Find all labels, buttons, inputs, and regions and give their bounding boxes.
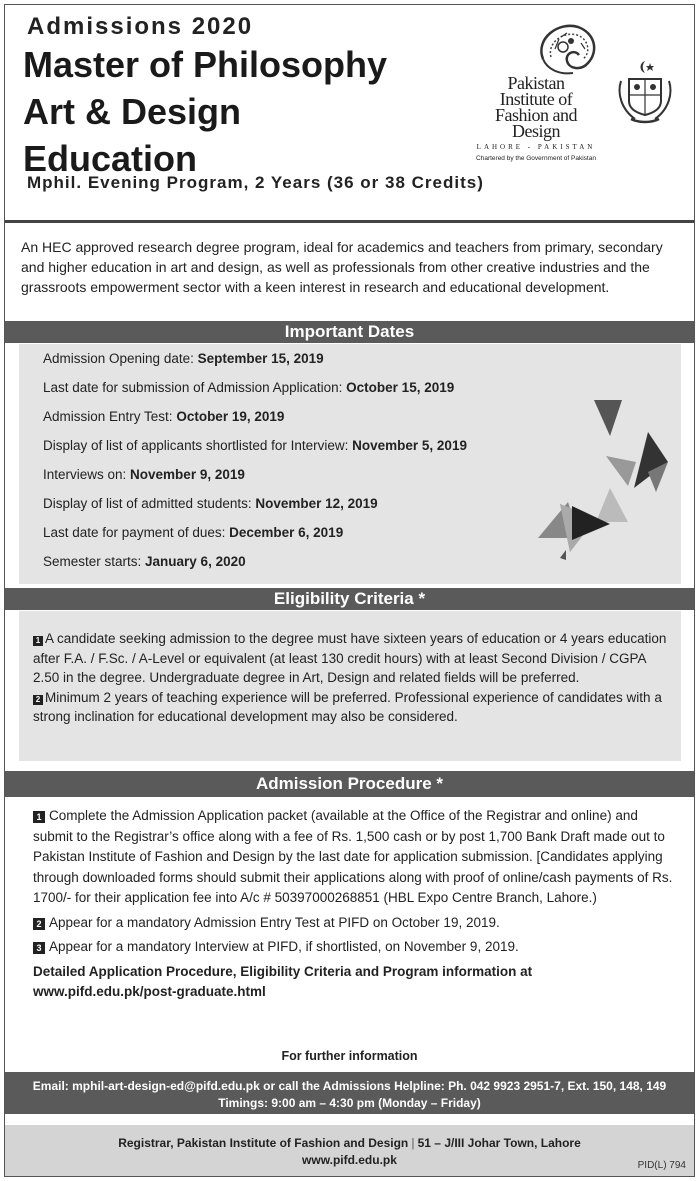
date-label: Semester starts: [43, 554, 146, 569]
separator: | [411, 1136, 415, 1150]
date-value: November 5, 2019 [352, 438, 467, 453]
title-line: Master of Philosophy [23, 44, 388, 85]
date-value: December 6, 2019 [229, 525, 344, 540]
eligibility-item [33, 629, 669, 688]
website-link[interactable]: www.pifd.edu.pk [302, 1153, 397, 1167]
eligibility-text: A candidate seeking admission to the degree must have sixteen years of education or 4 years education after F.A. / F.Sc. / A-Level or equivalent (at least 130 credit hours) with at least Second Division / CGPA 2.50 in the degree. Undergraduate degree in Art, Design and related fields will be preferred. [33, 631, 667, 685]
logo-location: LAHORE - PAKISTAN [476, 143, 596, 151]
procedure-item [33, 913, 673, 934]
important-dates-heading: Important Dates [5, 321, 694, 343]
eligibility-text: Minimum 2 years of teaching experience will be preferred. Professional experience of candidates with a strong inclination for educational development may also be considered. [33, 689, 662, 724]
detail-note-text: Detailed Application Procedure, Eligibility Criteria and Program information at [33, 963, 533, 979]
advertisement-page [4, 4, 695, 1177]
date-row [43, 554, 246, 569]
footer [5, 1125, 694, 1177]
paisley-logo-icon [533, 19, 603, 77]
procedure-list [33, 806, 673, 1007]
date-label: Last date for submission of Admission Application: [43, 380, 347, 395]
registrar-address [5, 1135, 694, 1152]
date-row [43, 496, 378, 511]
item-number: 1 [33, 636, 43, 646]
procedure-heading: Admission Procedure * [5, 771, 694, 797]
date-value: November 9, 2019 [130, 467, 245, 482]
eligibility-heading: Eligibility Criteria * [5, 588, 694, 610]
email-helpline: Email: mphil-art-design-ed@pifd.edu.pk or call the Admissions Helpline: Ph. 042 9923 2951-7, Ext. 150, 148, 149 [32, 1079, 667, 1093]
title-line: Education [23, 138, 198, 179]
date-row [43, 467, 245, 482]
procedure-item [33, 937, 673, 958]
registrar-name: Registrar, Pakistan Institute of Fashion and Design [118, 1136, 409, 1150]
logo-charter: Chartered by the Government of Pakistan [476, 155, 596, 162]
eligibility-panel [19, 611, 681, 761]
procedure-item [33, 806, 673, 909]
detail-note [33, 962, 673, 1003]
header [5, 5, 694, 223]
title-line: Art & Design [23, 91, 242, 132]
date-row [43, 438, 467, 453]
item-number: 2 [33, 918, 45, 930]
admissions-year: Admissions 2020 [27, 13, 254, 40]
date-row [43, 525, 343, 540]
date-value: September 15, 2019 [197, 351, 324, 366]
pifd-logo-text [461, 75, 611, 162]
item-number: 1 [33, 811, 45, 823]
date-value: November 12, 2019 [255, 496, 378, 511]
triangles-decoration-icon [524, 400, 674, 565]
procedure-text: Appear for a mandatory Admission Entry Test at PIFD on October 19, 2019. [49, 914, 500, 930]
date-label: Last date for payment of dues: [43, 525, 230, 540]
office-timings: Timings: 9:00 am – 4:30 pm (Monday – Friday) [218, 1096, 481, 1110]
address: 51 – J/III Johar Town, Lahore [417, 1136, 581, 1150]
date-label: Display of list of applicants shortlisted for Interview: [43, 438, 353, 453]
date-row [43, 380, 454, 395]
contact-bar [5, 1072, 694, 1114]
date-row [43, 351, 324, 366]
program-subtitle: Mphil. Evening Program, 2 Years (36 or 38 Credits) [27, 173, 484, 192]
item-number: 2 [33, 695, 43, 705]
logo-line: Institute of [499, 89, 573, 109]
further-info-heading: For further information [281, 1049, 418, 1063]
procedure-text: Appear for a mandatory Interview at PIFD, if shortlisted, on November 9, 2019. [49, 939, 519, 954]
logo-line: Design [512, 121, 560, 141]
date-label: Admission Opening date: [43, 351, 198, 366]
date-label: Admission Entry Test: [43, 409, 177, 424]
program-title [23, 41, 443, 182]
important-dates-panel [19, 344, 681, 584]
date-row [43, 409, 284, 424]
program-intro: An HEC approved research degree program, ideal for academics and teachers from primary, secondary and higher education in art and design, as well as professionals from other creative industries and the grassroots empowerment sector with a keen interest in research and educational development. [21, 239, 663, 295]
item-number: 3 [33, 942, 45, 954]
logo-line: Fashion and [495, 105, 577, 125]
date-value: October 19, 2019 [176, 409, 285, 424]
procedure-text: Complete the Admission Application packet (available at the Office of the Registrar and online) and submit to the Registrar’s office along with a fee of Rs. 1,500 cash or by post 1,700 Bank Draft made out to Pakistan Institute of Fashion and Design by the last date for application submission. [Candidates applying through downloaded forms should submit their applications along with proof of online/cash payments of Rs. 1700/- for their application fee into A/c # 50397000268851 (HBL Expo Centre Branch, Lahore.) [33, 808, 673, 905]
government-emblem-icon [615, 57, 675, 125]
eligibility-item [33, 688, 669, 727]
date-value: January 6, 2020 [145, 554, 246, 569]
date-value: October 15, 2019 [346, 380, 455, 395]
date-label: Display of list of admitted students: [43, 496, 256, 511]
pid-code: PID(L) 794 [637, 1160, 686, 1171]
logo-line: Pakistan [507, 73, 565, 93]
detail-url-link[interactable]: www.pifd.edu.pk/post-graduate.html [33, 984, 266, 999]
date-label: Interviews on: [43, 467, 131, 482]
